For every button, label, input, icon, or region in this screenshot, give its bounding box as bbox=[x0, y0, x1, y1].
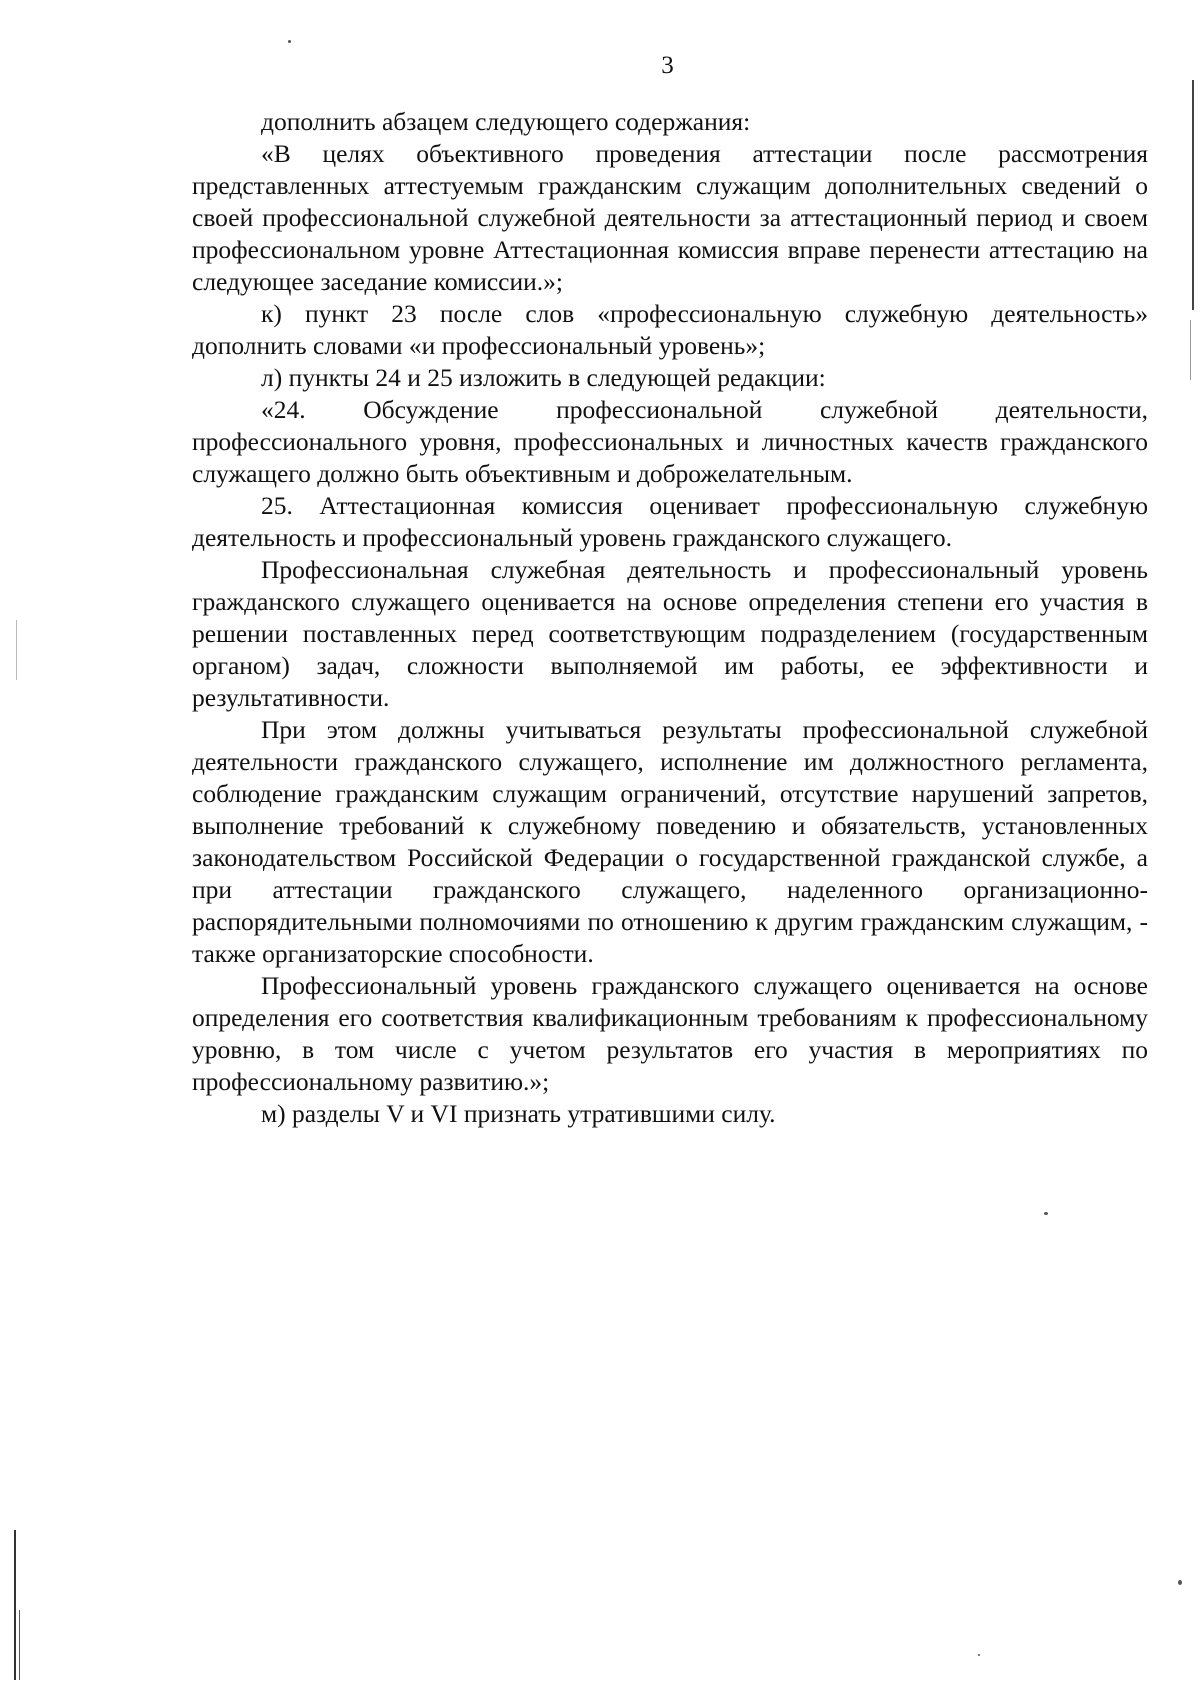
paragraph-2: «В целях объективного проведения аттестации после рассмотрения представленных аттестуемым гражданским служащим дополнительных сведений о своей профессиональной служебной деятельности за аттестационный период и своем профессиональном уровне Аттестационная комиссия вправе перенести аттестацию на следующее заседание комиссии.»; bbox=[192, 139, 1148, 296]
paragraph-4: л) пункты 24 и 25 изложить в следующей редакции: bbox=[261, 363, 826, 392]
paragraph-8: При этом должны учитываться результаты профессиональной служебной деятельности гражданского служащего, исполнение им должностного регламента, соблюдение гражданским служащим ограничений, отсутствие нарушений запретов, выполнение требований к служебному поведению и обязательств, установленных законодательством Российской Федерации о государственной гражданской службе, а при аттестации гражданского служащего, наделенного организационно-распорядительными полномочиями по отношению к другим гражданским служащим, - также организаторские способности. bbox=[192, 715, 1148, 968]
scan-speck bbox=[978, 1654, 980, 1656]
paragraph-7: Профессиональная служебная деятельность и профессиональный уровень гражданского служащего оценивается на основе определения степени его участия в решении поставленных перед соответствующим подразделением (государственным органом) задач, сложности выполняемой им работы, ее эффективности и результативности. bbox=[192, 555, 1148, 712]
scan-speck bbox=[1044, 1212, 1048, 1215]
paragraph-6: 25. Аттестационная комиссия оценивает профессиональную служебную деятельность и профессиональный уровень гражданского служащего. bbox=[192, 491, 1148, 552]
paragraph-3: к) пункт 23 после слов «профессиональную служебную деятельность» дополнить словами «и профессиональный уровень»; bbox=[192, 299, 1148, 360]
page-number: 3 bbox=[661, 52, 674, 79]
scan-edge-mark bbox=[14, 1530, 16, 1680]
scan-speck bbox=[1178, 1580, 1182, 1585]
scan-edge-mark bbox=[19, 1610, 20, 1680]
paragraph-5: «24. Обсуждение профессиональной служебной деятельности, профессионального уровня, профессиональных и личностных качеств гражданского служащего должно быть объективным и доброжелательным. bbox=[192, 395, 1148, 488]
scan-speck bbox=[288, 40, 291, 43]
scan-edge-mark bbox=[1190, 320, 1191, 380]
document-body bbox=[192, 106, 1148, 1130]
paragraph-1: дополнить абзацем следующего содержания: bbox=[261, 107, 751, 136]
paragraph-10: м) разделы V и VI признать утратившими силу. bbox=[261, 1099, 776, 1128]
scan-edge-mark bbox=[16, 620, 17, 680]
paragraph-9: Профессиональный уровень гражданского служащего оценивается на основе определения его соответствия квалификационным требованиям к профессиональному уровню, в том числе с учетом результатов его участия в мероприятиях по профессиональному развитию.»; bbox=[192, 971, 1148, 1096]
scan-edge-mark bbox=[1192, 80, 1194, 310]
